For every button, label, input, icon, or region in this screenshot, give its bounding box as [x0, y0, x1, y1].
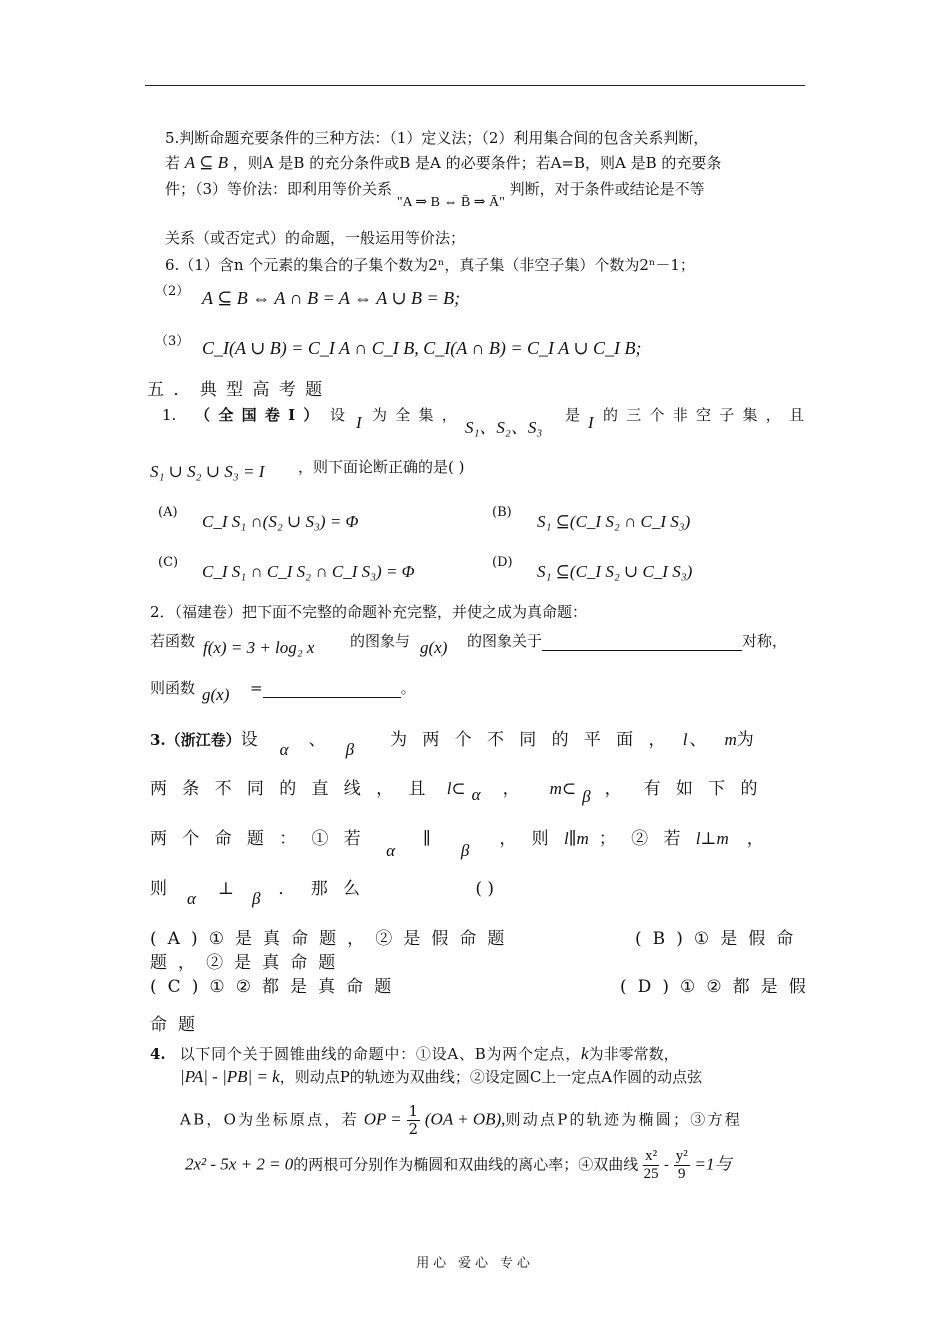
q1-optD: S₁ ⊆(C_I S₂ ∪ C_I S₃) — [537, 562, 693, 581]
q3-optA: (A)①是真命题，②是假命题 — [150, 929, 516, 949]
q4-line3: AB，O为坐标原点，若 OP = $\frac{1}{2}$ (OA + OB),则动点P的轨迹为椭圆；③方程 — [180, 1102, 743, 1138]
q1-I1: I — [356, 413, 362, 432]
q1-optD-label: (D) — [492, 555, 513, 570]
q1-t3: 是 — [565, 406, 581, 424]
q3-optD: (D)①②都是假 — [620, 977, 817, 997]
item5-line4: 关系（或否定式）的命题，一般运用等价法； — [165, 229, 466, 247]
subset-formula: A ⊆ B — [184, 153, 229, 172]
section-title: 五．典型高考题 — [147, 380, 332, 400]
q1-t1: 设 — [330, 406, 354, 424]
q2-p6: = 。 — [250, 679, 416, 697]
q1-line1: 1. （全国卷Ⅰ） — [162, 406, 327, 424]
q2-f: f(x) = 3 + log₂ x — [203, 638, 315, 657]
item6-formula3: C_I(A ∪ B) = C_I A ∩ C_I B, C_I(A ∩ B) = C_I A ∪ C_I B; — [202, 338, 642, 358]
q2-g2: g(x) — [202, 685, 230, 704]
q1-t4: 的三个非空子集，且 — [603, 406, 813, 424]
q3-row1: 3.（浙江卷）设 α 、 β 为两个不同的平面， l 、 m为 — [150, 730, 754, 759]
item5-line1: 5.判断命题充要条件的三种方法：（1）定义法；（2）利用集合间的包含关系判断， — [165, 129, 709, 147]
q1-optC: C_I S₁ ∩ C_I S₂ ∩ C_I S₃) = Φ — [202, 562, 415, 581]
header-rule — [145, 85, 805, 86]
q2-p2: 的图象与 — [350, 632, 411, 650]
q2-p5: 则函数 — [150, 679, 196, 697]
q1-optA-label: (A) — [158, 505, 178, 520]
item6-label2: （2） — [155, 284, 190, 299]
q2-p3: 的图象关于 对称， — [467, 632, 788, 650]
q4-line2: |PA| - |PB| = k，则动点P的轨迹为双曲线；②设定圆C上一定点A作圆的动点弦 — [180, 1067, 703, 1086]
item5-line3: 件；（3）等价法：即利用等价关系 "A ⇒ B ⇔ B̄ ⇒ Ā" 判断，对于条件或结论是不等 — [165, 180, 705, 210]
q2-blank2[interactable] — [263, 681, 401, 698]
q1-question: ，则下面论断正确的是( ) — [298, 458, 465, 476]
q3-row2: 两条不同的直线，且 l⊂ α ， m⊂ β ， 有如下的 — [150, 779, 773, 806]
q3-optB-cont: 题，②是真命题 — [150, 953, 347, 973]
one-half-fraction: $\frac{1}{2}$ — [408, 1102, 419, 1138]
q2-line1: 2．（福建卷）把下面不完整的命题补充完整，并使之成为真命题： — [150, 603, 588, 621]
q4-line1: 4. 以下同个关于圆锥曲线的命题中：①设A、B为两个定点，k为非零常数， — [150, 1044, 679, 1063]
q3-row3: 两个命题：①若α∥β，则l∥m ；②若l⊥m ， — [150, 829, 764, 860]
q3-optD-cont: 命题 — [150, 1015, 207, 1035]
item6-line1: 6.（1）含n 个元素的集合的子集个数为2ⁿ，真子集（非空子集）个数为2ⁿ－1； — [165, 256, 695, 274]
q3-optC: (C)①②都是真命题 — [150, 977, 403, 997]
y-fraction: $\frac{\text{y²}}{9}$ — [675, 1148, 688, 1182]
q1-optB: S₁ ⊆(C_I S₂ ∩ C_I S₃) — [537, 512, 691, 531]
q3-optB: (B)①是假命 — [635, 929, 805, 949]
equivalence-formula: "A ⇒ B ⇔ B̄ ⇒ Ā" — [396, 195, 505, 210]
q1-optA: C_I S₁ ∩(S₂ ∪ S₃) = Φ — [202, 512, 359, 531]
q1-optC-label: (C) — [158, 555, 179, 570]
item6-formula2: A ⊆ B ⇔ A ∩ B = A ⇔ A ∪ B = B; — [202, 288, 461, 308]
q1-t2: 为全集， — [372, 406, 466, 424]
item6-label3: （3） — [155, 334, 190, 349]
q3-row4: 则 α ⊥ β ．那么 ( ) — [150, 879, 494, 908]
q1-sets: S₁、S₂、S₃ — [465, 418, 543, 437]
item5-line2: 若 A ⊆ B ，则A 是B 的充分条件或B 是A 的必要条件；若A=B，则A 是B 的充要条 — [165, 153, 722, 172]
q1-condition: S₁ ∪ S₂ ∪ S₃ = I — [150, 462, 265, 481]
q1-I2: I — [588, 413, 594, 432]
page-footer: 用心 爱心 专心 — [416, 1256, 534, 1271]
q2-blank1[interactable] — [542, 634, 742, 651]
q2-p1: 若函数 — [150, 632, 196, 650]
q1-optB-label: (B) — [492, 505, 512, 520]
q4-line4: 2x² - 5x + 2 = 0的两根可分别作为椭圆和双曲线的离心率；④双曲线 $\frac{\text{x²}}{25}$ - $\frac{\text{y²}}{9}$ =1与 — [185, 1148, 732, 1182]
x-fraction: $\frac{\text{x²}}{25}$ — [643, 1148, 659, 1182]
q2-g1: g(x) — [420, 638, 448, 657]
